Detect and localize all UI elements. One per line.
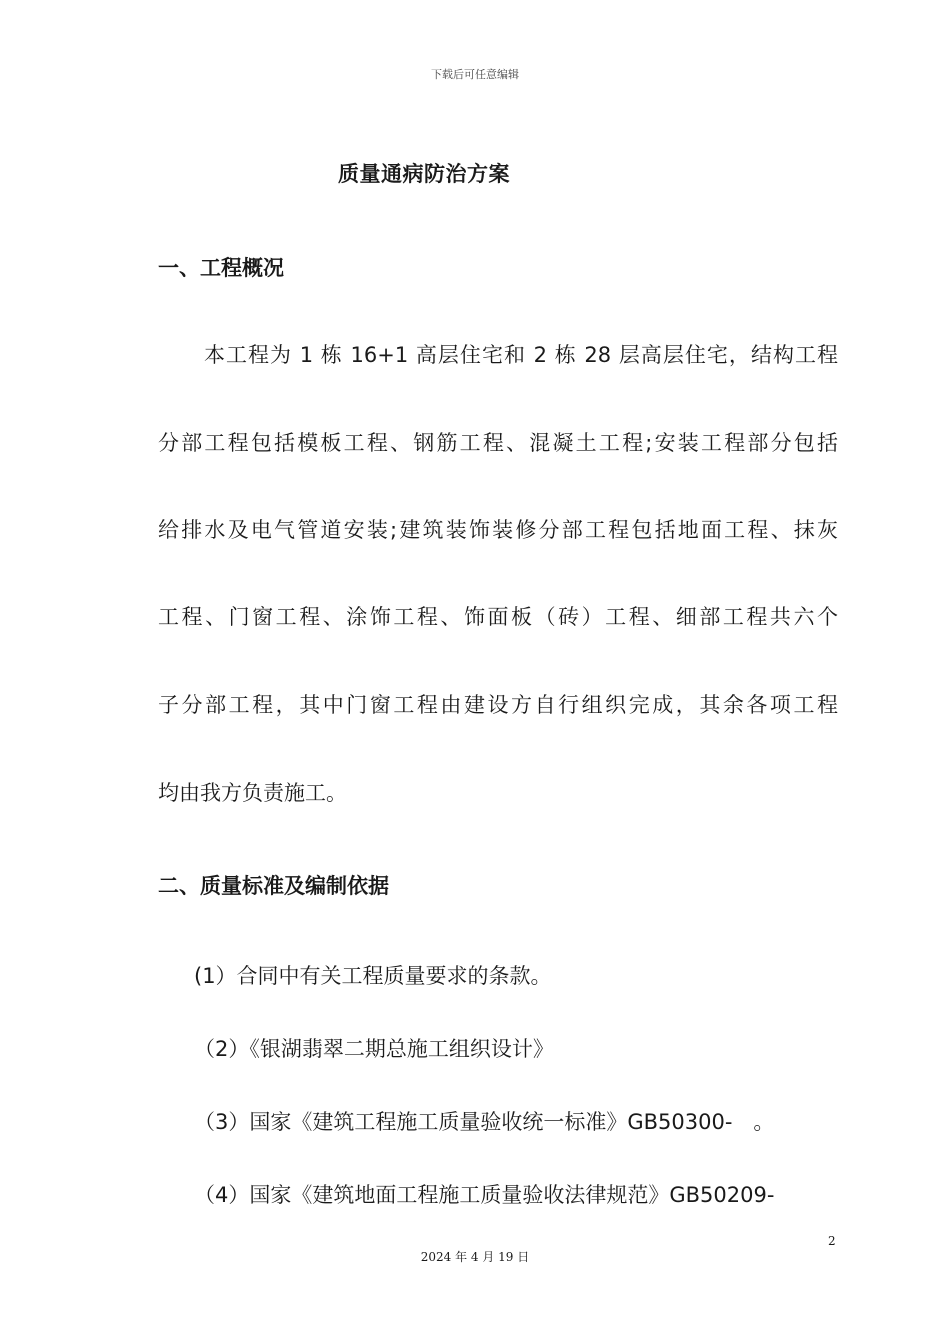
paragraph-line: 本工程为 1 栋 16+1 高层住宅和 2 栋 28 层高层住宅，结构工程 <box>204 343 838 367</box>
page-number: 2 <box>828 1234 836 1248</box>
list-item: (1）合同中有关工程质量要求的条款。 <box>194 964 552 988</box>
header-note: 下载后可任意编辑 <box>431 68 519 81</box>
footer-date: 2024 年 4 月 19 日 <box>420 1250 530 1264</box>
paragraph-line: 给排水及电气管道安装;建筑装饰装修分部工程包括地面工程、抹灰 <box>158 518 838 542</box>
paragraph-line: 工程、门窗工程、涂饰工程、饰面板（砖）工程、细部工程共六个 <box>158 605 838 629</box>
section-heading-standards: 二、质量标准及编制依据 <box>158 874 389 898</box>
paragraph-line: 子分部工程，其中门窗工程由建设方自行组织完成，其余各项工程 <box>158 693 838 717</box>
list-item: （4）国家《建筑地面工程施工质量验收法律规范》GB50209- <box>194 1183 775 1207</box>
paragraph-line: 均由我方负责施工。 <box>158 781 347 805</box>
list-item: （2）《银湖翡翠二期总施工组织设计》 <box>194 1037 554 1061</box>
list-item: （3）国家《建筑工程施工质量验收统一标准》GB50300- 。 <box>194 1110 775 1134</box>
section-heading-overview: 一、工程概况 <box>158 256 284 280</box>
paragraph-line: 分部工程包括模板工程、钢筋工程、混凝土工程;安装工程部分包括 <box>158 431 838 455</box>
document-title: 质量通病防治方案 <box>338 162 510 186</box>
